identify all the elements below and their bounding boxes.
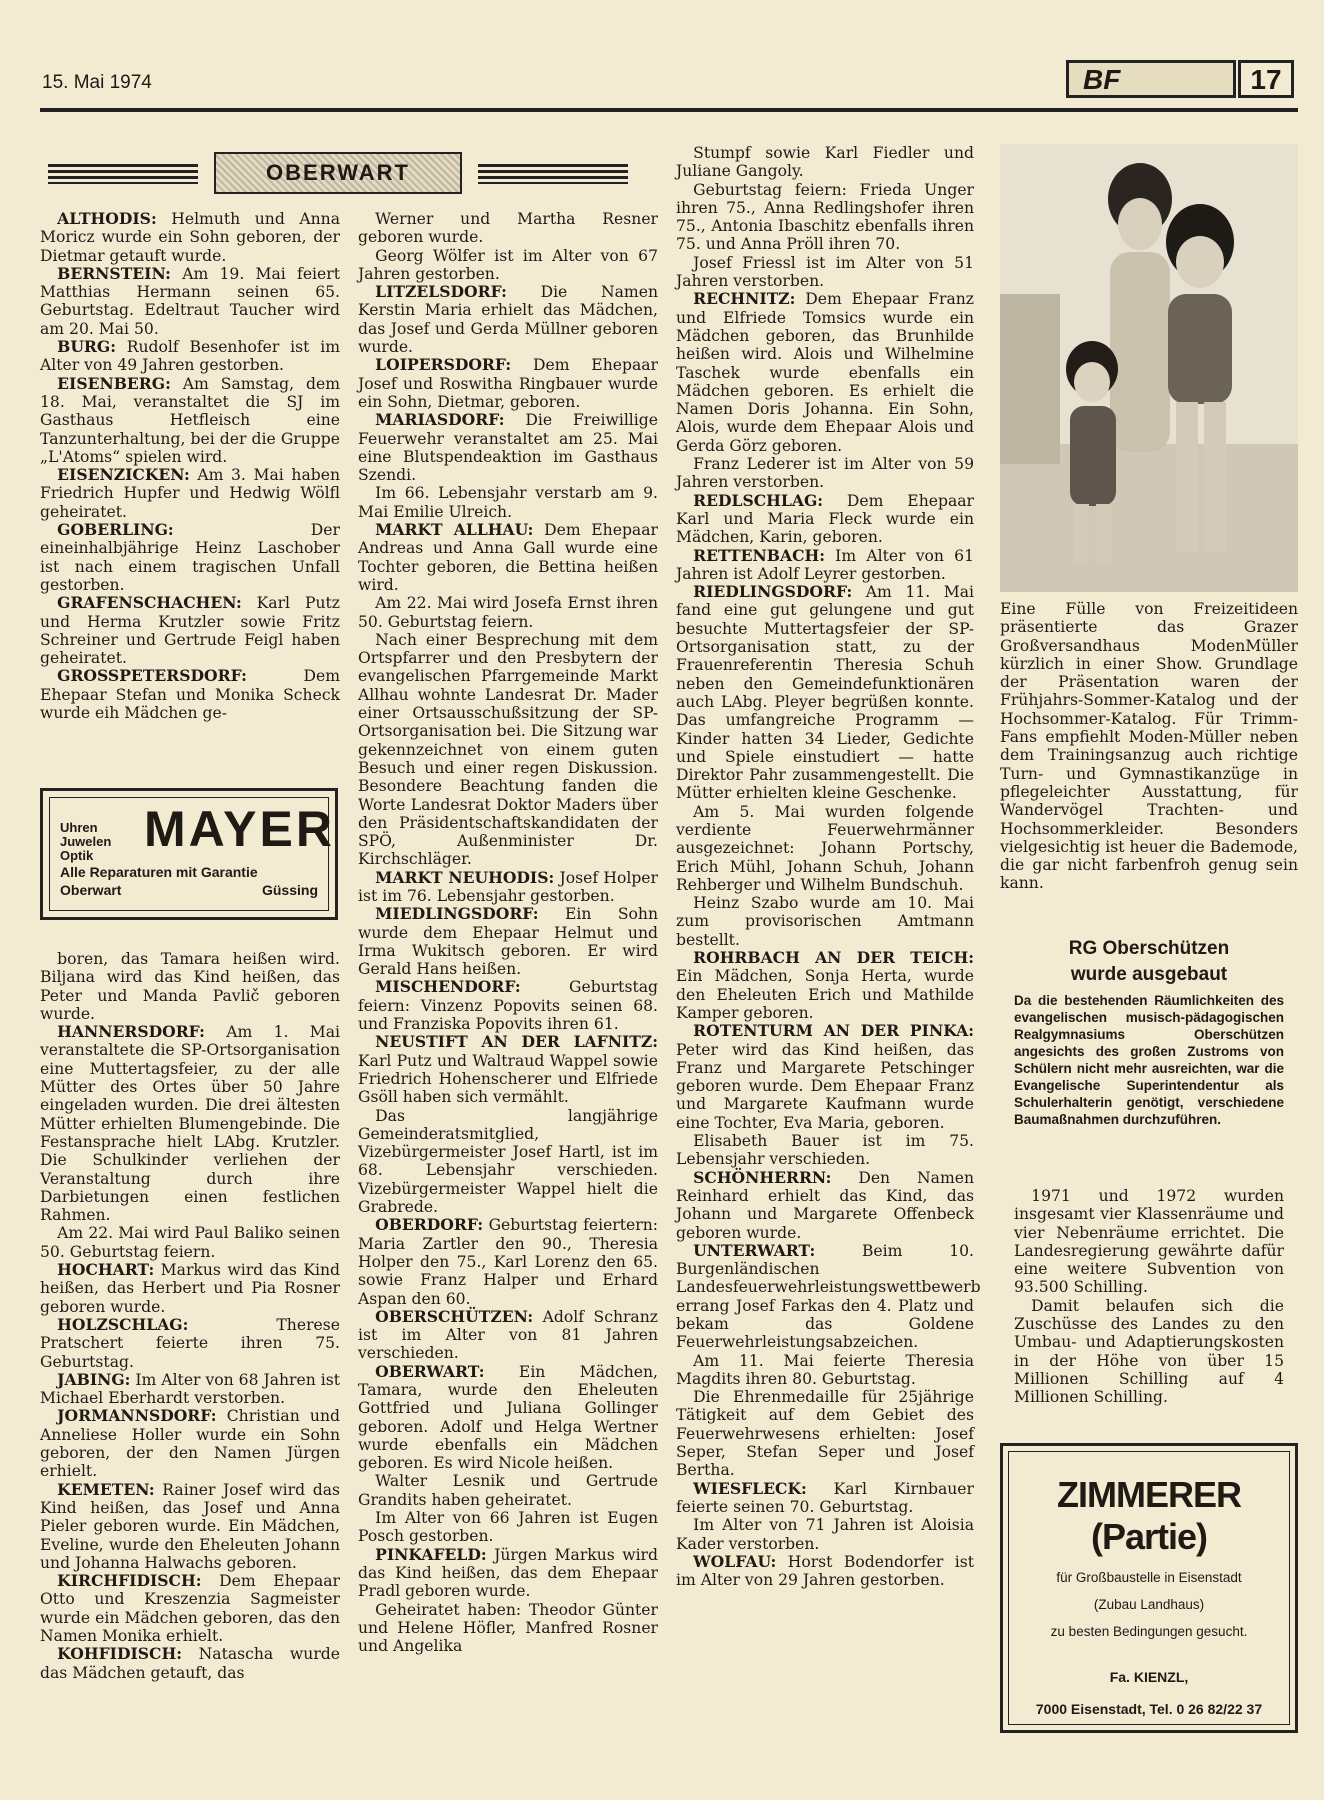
item-text: Am 5. Mai wurden folgende verdiente Feuerwehrmänner ausgezeichnet: Johann Portschy, Erich Mühl, Johann Schuh, Johann Rehberger und Wilhelm Bundschuh. bbox=[676, 802, 974, 894]
item-text: Am Samstag, dem 18. Mai, veranstaltet die SJ im Gasthaus Hetfleisch eine Tanzunterhaltung, bei der die Gruppe „L'Atoms“ spielen wird. bbox=[40, 374, 340, 466]
item-text: Am 22. Mai wird Paul Baliko seinen 50. Geburtstag feiern. bbox=[40, 1224, 340, 1261]
news-item bbox=[358, 210, 658, 247]
page-number: 17 bbox=[1238, 60, 1294, 98]
news-item bbox=[676, 455, 974, 492]
news-item bbox=[676, 254, 974, 291]
section-title: OBERWART bbox=[214, 152, 462, 194]
item-text: Heinz Szabo wurde am 10. Mai zum provisorischen Amtmann bestellt. bbox=[676, 894, 974, 949]
item-text: Adolf Schranz ist im Alter von 81 Jahren verschieden. bbox=[358, 1307, 658, 1363]
item-text: Therese Pratschert feierte ihren 75. Geburtstag. bbox=[40, 1315, 340, 1371]
item-text: Dem Ehepaar Andreas und Anna Gall wurde eine Tochter geboren, die Bettina heißen wird. bbox=[358, 521, 658, 594]
rg-lead: Da die bestehenden Räumlichkeiten des evangelischen musisch-pädagogischen Realgymnasiums Oberschützen angesichts des großen Zustroms von Schülern nicht mehr ausreichten, war die Evangelische Superintendentur als Schulerhalterin genötigt, verschiedene Baumaßnahmen durchzuführen. bbox=[1014, 993, 1284, 1127]
place-name: KOHFIDISCH: bbox=[57, 1644, 182, 1664]
item-text: Helmuth und Anna Moricz wurde ein Sohn geboren, der Dietmar getauft wurde. bbox=[40, 210, 340, 265]
place-name: EISENBERG: bbox=[57, 373, 171, 393]
item-text: Am 19. Mai feiert Matthias Hermann seinen 65. Geburtstag. Edeltraut Taucher wird am 20. Mai 50. bbox=[40, 264, 340, 338]
news-item bbox=[358, 1509, 658, 1546]
item-text: Josef Friessl ist im Alter von 51 Jahren verstorben. bbox=[676, 253, 974, 291]
news-item bbox=[358, 283, 658, 356]
ad-zimmerer-address: 7000 Eisenstadt, Tel. 0 26 82/22 37 bbox=[1035, 1701, 1263, 1717]
news-item bbox=[676, 583, 974, 803]
news-item bbox=[676, 894, 974, 949]
place-name: EISENZICKEN: bbox=[57, 465, 190, 485]
news-item bbox=[676, 492, 974, 547]
place-name: HOCHART: bbox=[57, 1260, 155, 1280]
fashion-photo bbox=[1000, 144, 1298, 592]
item-text: Die Namen Kerstin Maria erhielt das Mädchen, das Josef und Gerda Müllner geboren wurde. bbox=[358, 283, 658, 357]
news-item bbox=[358, 1308, 658, 1363]
place-name: HANNERSDORF: bbox=[57, 1022, 205, 1042]
place-name: MIEDLINGSDORF: bbox=[375, 904, 539, 924]
item-text: Ein Sohn wurde dem Ehepaar Helmut und Irma Wukitsch geboren. Er wird Gerald Hans heißen. bbox=[358, 905, 658, 979]
place-name: PINKAFELD: bbox=[375, 1544, 487, 1564]
place-name: BERNSTEIN: bbox=[57, 263, 171, 283]
news-item bbox=[40, 375, 340, 466]
news-item bbox=[676, 1553, 974, 1590]
news-item bbox=[676, 1516, 974, 1553]
photo-caption: Eine Fülle von Freizeitideen präsentierte das Grazer Großversandhaus ModenMüller kürzlich in einer Show. Grundlage der Präsentation waren der Frühjahrs-Sommer-Katalog und der Hochsommer-Katalog. Für Trimm-Fans empfiehlt Moden-Müller neben dem Trainingsanzug auch richtige Turn- und Gymnastikanzüge in pflegeleichter Ausstattung, für Wandervögel Trachten- und Hochsommerkleider. Besonders vielgesichtig ist heuer die Bademode, die gar nicht farbenfroh genug sein kann. bbox=[1000, 600, 1298, 893]
item-text: Am 1. Mai veranstaltete die SP-Ortsorganisation eine Muttertagsfeier, zu der alle Mütter des Ortes über 50 Jahre eingeladen wurden. Die drei ältesten Mütter erhielten Blumengebinde. Die Festansprache hielt LAbg. Krutzler. Die Schulkinder verliehen der Veranstaltung durch ihre Darbietungen einen festlichen Rahmen. bbox=[40, 1023, 340, 1225]
news-item bbox=[40, 1407, 340, 1480]
place-name: MARKT ALLHAU: bbox=[375, 520, 534, 540]
rg-headline-line: wurde ausgebaut bbox=[1070, 964, 1228, 985]
news-item bbox=[676, 1169, 974, 1242]
item-text: Jürgen Markus wird das Kind heißen, das dem Ehepaar Pradl geboren wurde. bbox=[358, 1545, 658, 1601]
rg-paragraph: 1971 und 1972 wurden insgesamt vier Klassenräume und vier Nebenräume errichtet. Die Landesregierung gewährte dafür eine weitere Subvention von 93.500 Schilling. bbox=[1014, 1187, 1284, 1297]
item-text: Peter wird das Kind heißen, das Franz und Margarete Petschinger geboren wurde. Dem Ehepaar Franz und Margarete Kaufmann wurde eine Tochter, Eva Maria, geboren. bbox=[676, 1040, 974, 1132]
item-text: Die Freiwillige Feuerwehr veranstaltet am 25. Mai eine Blutspendeaktion im Gasthaus Szendi. bbox=[358, 411, 658, 485]
news-item bbox=[676, 1388, 974, 1479]
place-name: WIESFLECK: bbox=[693, 1478, 807, 1498]
issue-date: 15. Mai 1974 bbox=[42, 72, 152, 93]
news-item bbox=[358, 869, 658, 906]
place-name: GROSSPETERSDORF: bbox=[57, 666, 247, 686]
item-text: Im Alter von 68 Jahren ist Michael Eberhardt verstorben. bbox=[40, 1370, 340, 1408]
news-item bbox=[358, 1107, 658, 1217]
place-name: NEUSTIFT AN DER LAFNITZ: bbox=[375, 1032, 658, 1052]
place-name: SCHÖNHERRN: bbox=[693, 1167, 832, 1187]
item-text: Die Ehrenmedaille für 25jährige Tätigkeit auf dem Gebiet des Feuerwehrwesens erhielten: Josef Seper, Stefan Seper und Josef Bertha. bbox=[676, 1388, 974, 1480]
news-item bbox=[358, 1033, 658, 1106]
ad-zimmerer-title: ZIMMERER (Partie) bbox=[1057, 1474, 1241, 1557]
news-item bbox=[358, 978, 658, 1033]
item-text: Geburtstag feiern: Frieda Unger ihren 75., Anna Redlingshofer ihren 75., Antonia Ibaschitz ebenfalls ihren 75. und Anna Pröll ihren 70. bbox=[676, 180, 974, 254]
news-item bbox=[358, 594, 658, 631]
news-item bbox=[40, 1316, 340, 1371]
news-item bbox=[676, 1022, 974, 1132]
place-name: MISCHENDORF: bbox=[375, 977, 521, 997]
place-name: UNTERWART: bbox=[693, 1240, 816, 1260]
place-name: RECHNITZ: bbox=[693, 289, 796, 309]
place-name: JABING: bbox=[57, 1369, 131, 1389]
item-text: Dem Ehepaar Josef und Roswitha Ringbauer wurde ein Sohn, Dietmar, geboren. bbox=[358, 356, 658, 411]
news-item bbox=[40, 667, 340, 722]
news-item bbox=[40, 1224, 340, 1261]
place-name: OBERSCHÜTZEN: bbox=[375, 1306, 534, 1326]
place-name: BURG: bbox=[57, 337, 116, 357]
news-item bbox=[40, 1572, 340, 1645]
rg-headline-line: RG Oberschützen bbox=[1068, 938, 1230, 959]
ad-mayer-slogan: Alle Reparaturen mit Garantie bbox=[60, 864, 258, 880]
item-text: Dem Ehepaar Karl und Maria Fleck wurde ein Mädchen, Karin, geboren. bbox=[676, 491, 974, 547]
item-text: Geburtstag feiertern: Maria Zartler den 90., Theresia Holper den 75., Karl Lorenz den 65. sowie Franz Halper und Erhard Aspan den 60. bbox=[358, 1216, 658, 1308]
item-text: Am 3. Mai haben Friedrich Hupfer und Hedwig Wölfl geheiratet. bbox=[40, 466, 340, 521]
news-item bbox=[676, 803, 974, 894]
news-item bbox=[358, 411, 658, 484]
ad-mayer bbox=[40, 788, 338, 920]
item-text: Stumpf sowie Karl Fiedler und Juliane Gangoly. bbox=[676, 144, 974, 181]
news-item bbox=[676, 949, 974, 1022]
item-text: Franz Lederer ist im Alter von 59 Jahren verstorben. bbox=[676, 455, 974, 492]
item-text: Den Namen Reinhard erhielt das Kind, das Johann und Margarete Offenbeck geboren wurde. bbox=[676, 1168, 974, 1242]
news-item bbox=[358, 247, 658, 284]
ad-zimmerer-line: (Zubau Landhaus) bbox=[1093, 1597, 1205, 1612]
place-name: KEMETEN: bbox=[57, 1479, 155, 1499]
item-text: Beim 10. Burgenländischen Landesfeuerwehrleistungswettbewerb errang Josef Farkas den 4. Platz und bekam das Goldene Feuerwehrleistungsabzeichen. bbox=[676, 1241, 981, 1352]
news-item bbox=[40, 1371, 340, 1408]
item-text: Der eineinhalbjährige Heinz Laschober ist nach einem tragischen Unfall gestorben. bbox=[40, 521, 340, 594]
news-item bbox=[358, 484, 658, 521]
news-item bbox=[358, 631, 658, 869]
item-text: Dem Ehepaar Otto und Kreszenzia Sagmeister wurde ein Mädchen geboren, das den Namen Monika erhielt. bbox=[40, 1572, 340, 1645]
ad-mayer-line: Uhren bbox=[60, 820, 98, 835]
item-text: Josef Holper ist im 76. Lebensjahr gestorben. bbox=[358, 868, 658, 905]
item-text: Im 66. Lebensjahr verstarb am 9. Mai Emilie Ulreich. bbox=[358, 484, 658, 521]
item-text: Am 22. Mai wird Josefa Ernst ihren 50. Geburtstag feiern. bbox=[358, 594, 658, 631]
rg-body bbox=[1014, 1187, 1284, 1407]
ad-mayer-line: Juwelen bbox=[60, 834, 112, 849]
place-name: MARKT NEUHODIS: bbox=[375, 867, 555, 887]
news-item bbox=[40, 210, 340, 265]
news-item bbox=[358, 1601, 658, 1656]
item-text: Werner und Martha Resner geboren wurde. bbox=[358, 210, 658, 247]
item-text: Markus wird das Kind heißen, das Herbert und Pia Rosner geboren wurde. bbox=[40, 1261, 340, 1316]
section-header bbox=[48, 152, 622, 194]
item-text: Ein Mädchen, Sonja Herta, wurde den Eheleuten Erich und Mathilde Kamper geboren. bbox=[676, 967, 974, 1022]
item-text: Horst Bodendorfer ist im Alter von 29 Jahren gestorben. bbox=[676, 1552, 974, 1590]
news-item bbox=[676, 1480, 974, 1517]
place-name: OBERDORF: bbox=[375, 1215, 484, 1235]
place-name: RIEDLINGSDORF: bbox=[693, 582, 853, 602]
news-item bbox=[676, 547, 974, 584]
place-name: MARIASDORF: bbox=[375, 410, 505, 430]
place-name: ROHRBACH AN DER TEICH: bbox=[693, 948, 974, 968]
news-item bbox=[676, 181, 974, 254]
item-text: Natascha wurde das Mädchen getauft, das bbox=[40, 1645, 340, 1682]
news-item bbox=[40, 265, 340, 338]
place-name: REDLSCHLAG: bbox=[693, 490, 824, 510]
ad-mayer-town: Güssing bbox=[261, 882, 318, 898]
news-item bbox=[358, 905, 658, 978]
news-item bbox=[40, 1481, 340, 1572]
place-name: LITZELSDORF: bbox=[375, 282, 507, 302]
news-item bbox=[358, 1216, 658, 1307]
item-text: Im Alter von 71 Jahren ist Aloisia Kader verstorben. bbox=[676, 1516, 974, 1553]
ad-mayer-town: Oberwart bbox=[60, 882, 122, 898]
place-name: HOLZSCHLAG: bbox=[57, 1314, 189, 1334]
item-text: Karl Putz und Waltraud Wappel sowie Friedrich Hohenscherer und Elfriede Gsöll haben sich vermählt. bbox=[358, 1051, 658, 1107]
column-1-continued bbox=[40, 950, 340, 1682]
news-item bbox=[358, 1363, 658, 1473]
news-item bbox=[676, 1240, 981, 1352]
item-text: Georg Wölfer ist im Alter von 67 Jahren gestorben. bbox=[358, 246, 658, 283]
logo-bf: BF bbox=[1066, 60, 1236, 98]
item-text: Elisabeth Bauer ist im 75. Lebensjahr verschieden. bbox=[676, 1132, 974, 1169]
news-item bbox=[358, 521, 658, 594]
news-item bbox=[40, 1023, 340, 1224]
news-item bbox=[676, 144, 974, 181]
item-text: Karl Putz und Herma Krutzler sowie Fritz Schreiner und Gertrude Feigl haben geheiratet. bbox=[40, 594, 340, 668]
masthead-logo bbox=[1066, 60, 1296, 98]
item-text: Rudolf Besenhofer ist im Alter von 49 Jahren gestorben. bbox=[40, 338, 340, 375]
rg-paragraph: Damit belaufen sich die Zuschüsse des Landes zu den Umbau- und Adaptierungskosten in der Höhe von über 15 Millionen Schilling auf 4 Millionen Schilling. bbox=[1014, 1296, 1284, 1407]
ad-zimmerer bbox=[1000, 1443, 1298, 1733]
item-text: Das langjährige Gemeinderatsmitglied, Vizebürgermeister Josef Hartl, ist im 68. Lebensjahr verschieden. Vizebürgermeister Wappel hielt die Grabrede. bbox=[358, 1106, 658, 1217]
news-item bbox=[40, 521, 340, 594]
news-item bbox=[40, 1645, 340, 1682]
news-item bbox=[358, 1546, 658, 1601]
header-rule bbox=[40, 108, 1298, 112]
item-text: Am 11. Mai feierte Theresia Magdits ihren 80. Geburtstag. bbox=[676, 1351, 974, 1388]
ad-mayer-name: MAYER bbox=[144, 801, 335, 857]
place-name: WOLFAU: bbox=[693, 1551, 777, 1571]
ad-zimmerer-line: für Großbaustelle in Eisenstadt bbox=[1056, 1570, 1242, 1585]
news-item bbox=[676, 290, 974, 455]
item-text: Christian und Anneliese Holler wurde ein Sohn geboren, der den Namen Jürgen erhielt. bbox=[40, 1407, 340, 1481]
news-item bbox=[40, 338, 340, 375]
news-item bbox=[40, 594, 340, 667]
news-item bbox=[40, 1261, 340, 1316]
place-name: GRAFENSCHACHEN: bbox=[57, 593, 242, 613]
news-item bbox=[676, 1132, 974, 1169]
column-2 bbox=[358, 210, 658, 1655]
ad-zimmerer-firm: Fa. KIENZL, bbox=[1109, 1669, 1189, 1685]
ad-zimmerer-line: zu besten Bedingungen gesucht. bbox=[1050, 1624, 1248, 1639]
column-3 bbox=[676, 144, 981, 1590]
place-name: ALTHODIS: bbox=[57, 209, 157, 228]
item-text: Geheiratet haben: Theodor Günter und Helene Höfler, Manfred Rosner und Angelika bbox=[358, 1600, 658, 1656]
news-item bbox=[40, 950, 340, 1023]
item-text: Im Alter von 66 Jahren ist Eugen Posch gestorben. bbox=[358, 1509, 658, 1546]
item-text: boren, das Tamara heißen wird. Biljana wird das Kind heißen, das Peter und Manda Pavlič geboren wurde. bbox=[40, 950, 340, 1023]
ad-mayer-line: Optik bbox=[60, 848, 94, 863]
item-text: Ein Mädchen, Tamara, wurde den Eheleuten Gottfried und Juliana Gollinger geboren. Adolf und Helga Wertner wurde ebenfalls ein Mädchen geboren. Es wird Nicole heißen. bbox=[358, 1362, 658, 1473]
rg-headline bbox=[1000, 936, 1298, 988]
header-decor-lines bbox=[478, 164, 628, 184]
news-item bbox=[358, 356, 658, 411]
item-text: Im Alter von 61 Jahren ist Adolf Leyrer gestorben. bbox=[676, 546, 974, 583]
place-name: ROTENTURM AN DER PINKA: bbox=[693, 1021, 974, 1041]
item-text: Dem Ehepaar Stefan und Monika Scheck wurde eih Mädchen ge- bbox=[40, 667, 340, 723]
header-decor-lines bbox=[48, 164, 198, 184]
item-text: Walter Lesnik und Gertrude Grandits haben geheiratet. bbox=[358, 1472, 658, 1509]
item-text: Geburtstag feiern: Vinzenz Popovits seinen 68. und Franziska Popovits ihren 61. bbox=[358, 978, 658, 1034]
news-item bbox=[676, 1352, 974, 1389]
item-text: Dem Ehepaar Franz und Elfriede Tomsics wurde ein Mädchen geboren, das Brunhilde heißen wird. Alois und Wilhelmine Taschek wurde ebenfalls ein Mädchen geboren. Es erhielt die Namen Doris Johanna. Ein Sohn, Alois, wurde dem Ehepaar Alois und Gerda Görz geboren. bbox=[676, 290, 974, 455]
place-name: GOBERLING: bbox=[57, 520, 174, 540]
item-text: Am 11. Mai fand eine gut gelungene und gut besuchte Muttertagsfeier der SP-Ortsorganisation statt, zu der Frauenreferentin Theresia Schuh neben den Gemeindefunktionären auch LAbg. Pleyer begrüßen konnte. Das umfangreiche Programm — Kinder hatten 34 Lieder, Gedichte und Spiele einstudiert — hatte Direktor Pahr zusammengestellt. Die Mütter erhielten kleine Geschenke. bbox=[676, 583, 974, 803]
place-name: KIRCHFIDISCH: bbox=[57, 1571, 202, 1591]
item-text: Karl Kirnbauer feierte seinen 70. Geburtstag. bbox=[676, 1479, 974, 1516]
place-name: RETTENBACH: bbox=[693, 545, 825, 565]
item-text: Rainer Josef wird das Kind heißen, das Josef und Anna Pieler geboren wurde. Ein Mädchen, Eveline, wurde den Eheleuten Johann und Johanna Halwachs geboren. bbox=[40, 1480, 340, 1572]
news-item bbox=[358, 1472, 658, 1509]
place-name: LOIPERSDORF: bbox=[375, 355, 512, 375]
column-1 bbox=[40, 210, 340, 722]
place-name: JORMANNSDORF: bbox=[57, 1406, 217, 1426]
news-item bbox=[40, 466, 340, 521]
item-text: Nach einer Besprechung mit dem Ortspfarrer und den Presbytern der evangelischen Pfarrgemeinde Markt Allhau wohnte Landesrat Dr. Mader einer Ortsausschußsitzung der SP-Ortsorganisation bei. Die Sitzung war gekennzeichnet von einem guten Besuch und einer regen Diskussion. Besondere Beachtung fanden die Worte Landesrat Doktor Maders über den Präsidentschaftskandidaten der SPÖ, Außenminister Dr. Kirchschläger. bbox=[358, 630, 658, 869]
place-name: OBERWART: bbox=[375, 1361, 485, 1381]
